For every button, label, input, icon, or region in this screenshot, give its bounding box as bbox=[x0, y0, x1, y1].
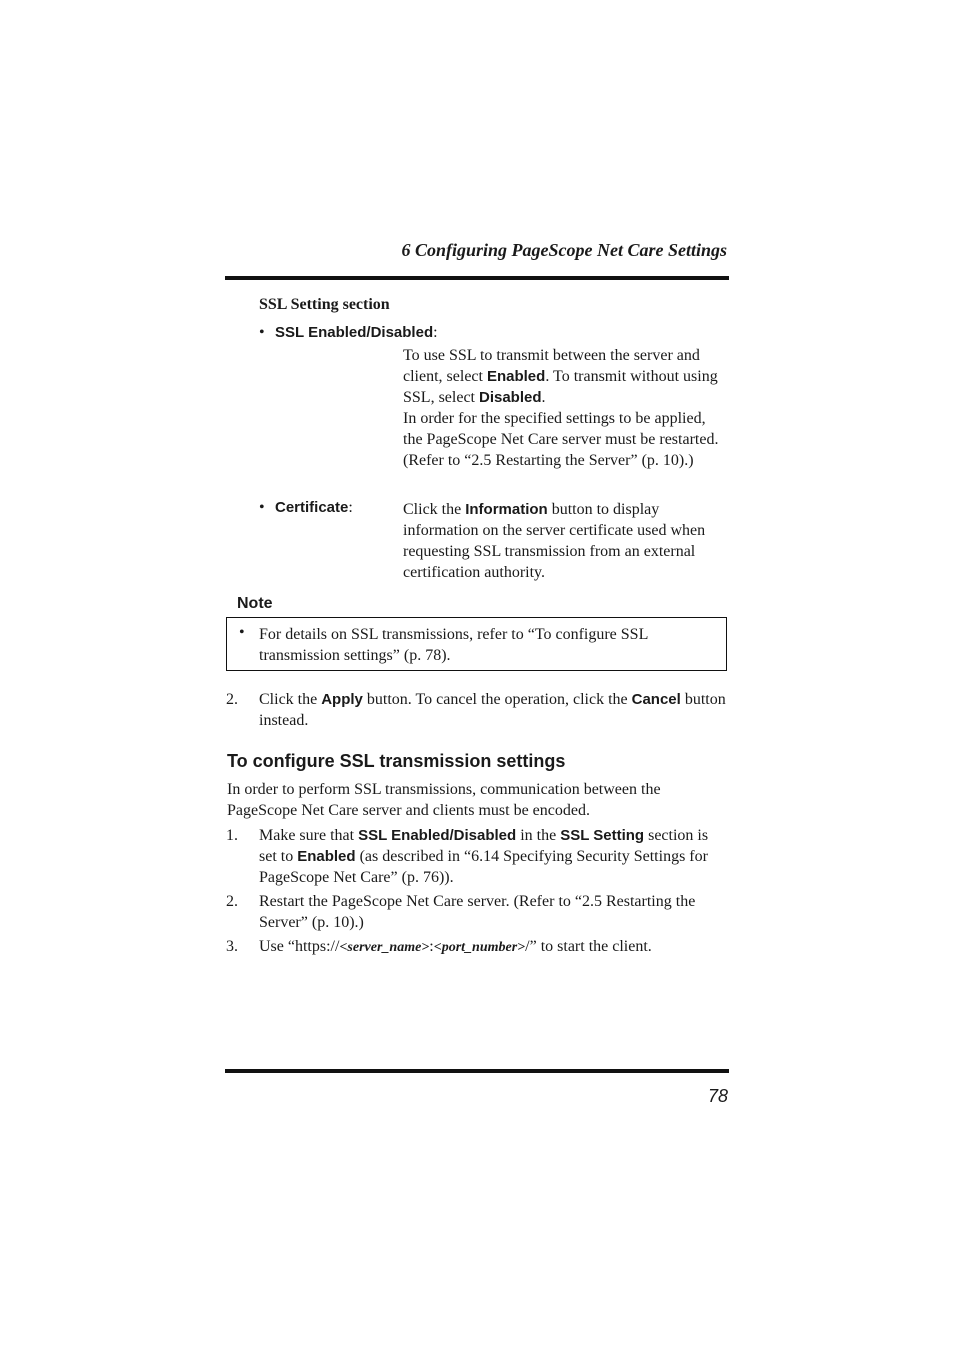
step-number: 3. bbox=[226, 938, 238, 955]
enabled-term: Enabled bbox=[486, 368, 546, 385]
information-term: Information bbox=[465, 501, 548, 518]
ssl-setting-term: SSL Setting bbox=[560, 827, 645, 844]
apply-step bbox=[226, 689, 729, 733]
step-text-part: /” to start the client. bbox=[525, 938, 652, 955]
cancel-term: Cancel bbox=[631, 691, 681, 708]
disabled-term: Disabled bbox=[479, 389, 542, 406]
configure-step-2 bbox=[226, 891, 729, 935]
certificate-item bbox=[259, 499, 729, 589]
desc-text: . bbox=[541, 389, 546, 406]
certificate-label-row bbox=[259, 499, 353, 517]
restart-notice: In order for the specified settings to be applied, the PageScope Net Care server must be restarted. (Refer to “2.5 Restarting the Server” (p. 10).) bbox=[403, 410, 719, 469]
step-text-part: section is set to bbox=[259, 827, 709, 865]
desc-text: Click the bbox=[403, 501, 466, 518]
step-number: 1. bbox=[226, 827, 238, 844]
port-number-placeholder: <port_number> bbox=[433, 940, 526, 955]
chapter-header: 6 Configuring PageScope Net Care Settings bbox=[401, 240, 727, 260]
step-text-part: : bbox=[429, 938, 434, 955]
bullet-icon: • bbox=[259, 499, 265, 516]
header-rule bbox=[225, 276, 729, 280]
ssl-section-title: SSL Setting section bbox=[259, 296, 390, 313]
desc-text: . To transmit without using SSL, select bbox=[403, 368, 718, 406]
ssl-enabled-term: SSL Enabled/Disabled bbox=[358, 827, 517, 844]
note-label: Note bbox=[237, 595, 273, 612]
note-bullet: • bbox=[239, 624, 245, 641]
ssl-enabled-label: SSL Enabled/Disabled bbox=[275, 324, 434, 341]
apply-term: Apply bbox=[321, 691, 363, 708]
configure-step-1 bbox=[226, 825, 729, 891]
certificate-colon: : bbox=[348, 499, 353, 516]
note-text: For details on SSL transmissions, refer to “To configure SSL transmission settings” (p. 78). bbox=[259, 626, 648, 664]
step-number: 2. bbox=[226, 893, 238, 910]
server-name-placeholder: <server_name> bbox=[339, 940, 430, 955]
step-text: Restart the PageScope Net Care server. (Refer to “2.5 Restarting the Server” (p. 10).) bbox=[259, 893, 696, 931]
configure-step-3 bbox=[226, 936, 729, 958]
footer-rule bbox=[225, 1069, 729, 1073]
page-number: 78 bbox=[707, 1086, 728, 1106]
step-text-part: (as described in “6.14 Specifying Security Settings for PageScope Net Care” (p. 76)). bbox=[259, 848, 708, 886]
step-text-part: Click the bbox=[259, 691, 322, 708]
configure-heading: To configure SSL transmission settings bbox=[227, 751, 566, 771]
step-text-part: button instead. bbox=[259, 691, 726, 729]
step-text bbox=[259, 689, 729, 731]
note-box bbox=[226, 617, 727, 671]
step-text-part: in the bbox=[516, 827, 561, 844]
configure-intro: In order to perform SSL transmissions, communication between the PageScope Net Care server and clients must be encoded. bbox=[227, 781, 661, 819]
step-text bbox=[259, 936, 729, 958]
ssl-enabled-label-row bbox=[259, 324, 438, 342]
enabled-term: Enabled bbox=[297, 848, 356, 865]
desc-text: button to display information on the server certificate used when requesting SSL transmission from an external certification authority. bbox=[403, 501, 706, 581]
ssl-enabled-description bbox=[403, 345, 729, 471]
step-text-part: Use “https:// bbox=[259, 938, 340, 955]
certificate-description bbox=[403, 499, 729, 583]
step-text-part: button. To cancel the operation, click the bbox=[362, 691, 632, 708]
step-text-part: Make sure that bbox=[259, 827, 359, 844]
step-text bbox=[259, 825, 729, 888]
desc-text: To use SSL to transmit between the server and client, select bbox=[403, 347, 700, 385]
bullet-icon: • bbox=[259, 324, 265, 341]
certificate-label: Certificate bbox=[275, 499, 349, 516]
ssl-enabled-item bbox=[259, 324, 729, 494]
step-number: 2. bbox=[226, 691, 238, 708]
ssl-enabled-colon: : bbox=[433, 324, 438, 341]
